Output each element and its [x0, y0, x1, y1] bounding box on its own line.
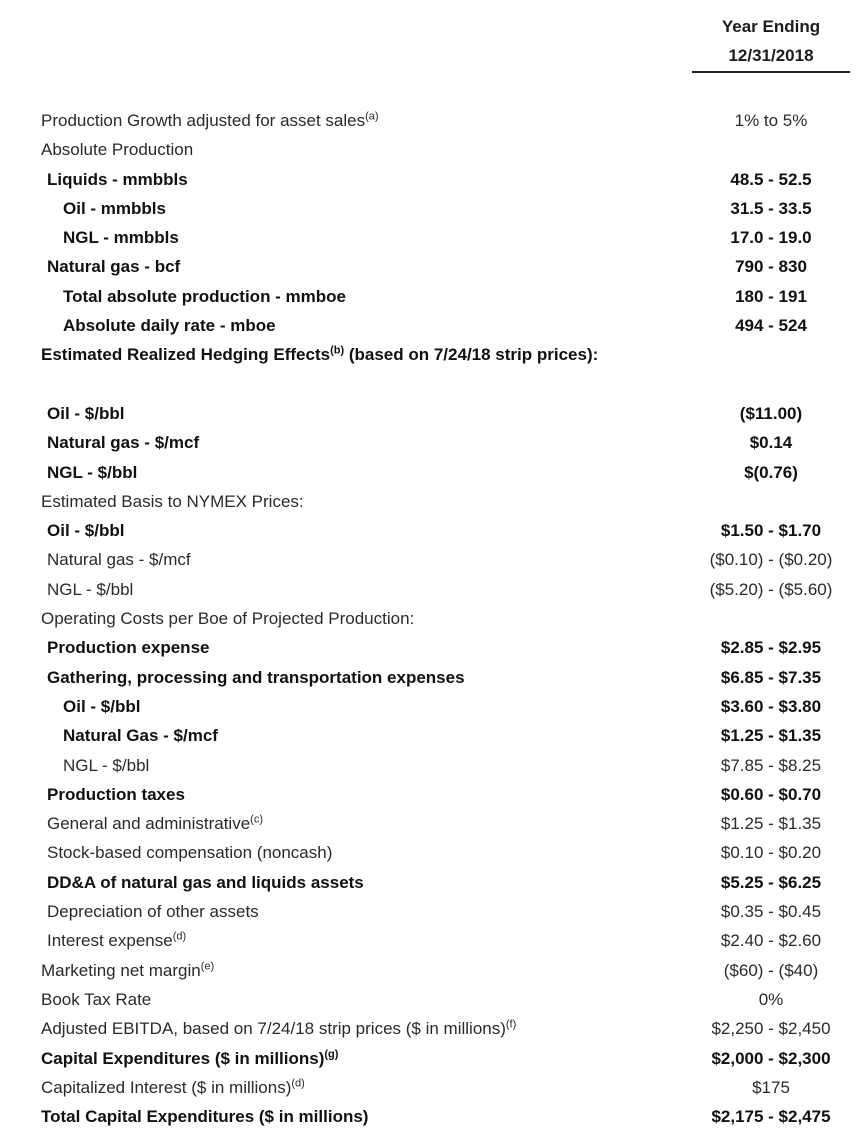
row-value: $0.10 - $0.20: [720, 843, 822, 863]
row-value: $7.85 - $8.25: [720, 755, 822, 775]
table-row: [0, 774, 865, 803]
row-value: 180 - 191: [735, 286, 807, 306]
table-row: [0, 979, 865, 1008]
footnote-marker: (b): [330, 344, 345, 357]
row-label: DD&A of natural gas and liquids assets: [47, 872, 364, 892]
column-header: [692, 12, 850, 70]
row-label: Production Growth adjusted for asset sales$^{(a)}$: [41, 110, 379, 130]
section-label: Absolute Production: [41, 140, 194, 160]
row-label: Natural Gas - $/mcf: [63, 726, 218, 746]
table-row: [0, 481, 865, 510]
footnote-marker: (e): [200, 959, 215, 972]
row-label: Total absolute production - mmboe: [63, 286, 347, 306]
row-label: Interest expense$^{(d)}$: [47, 930, 187, 951]
row-value: $175: [752, 1077, 790, 1097]
table-row: [0, 159, 865, 188]
table-row: [0, 393, 865, 422]
row-value: $0.35 - $0.45: [720, 902, 822, 922]
table-row: [0, 657, 865, 686]
row-value: $2,000 - $2,300: [711, 1048, 831, 1068]
table-row: [0, 862, 865, 891]
table-row: [0, 452, 865, 481]
row-label: Oil - $/bbl: [47, 403, 125, 423]
row-label: Oil - $/bbl: [47, 521, 125, 541]
row-label: Stock-based compensation (noncash): [47, 843, 333, 863]
table-row: [0, 129, 865, 158]
row-value: $3.60 - $3.80: [720, 696, 822, 716]
guidance-table: [0, 100, 865, 1125]
row-value: $1.25 - $1.35: [720, 814, 822, 834]
row-value: $2.85 - $2.95: [720, 638, 822, 658]
row-label: Production expense: [47, 638, 210, 658]
row-value: $5.25 - $6.25: [720, 872, 822, 892]
table-row: [0, 745, 865, 774]
footnote-marker: (f): [505, 1018, 517, 1031]
table-row: [0, 832, 865, 861]
table-row: [0, 422, 865, 451]
footnote-marker: (g): [324, 1047, 339, 1060]
table-row: [0, 100, 865, 129]
table-row: [0, 1067, 865, 1096]
section-label: Estimated Basis to NYMEX Prices:: [41, 491, 304, 511]
row-label: General and administrative$^{(c)}$: [47, 813, 263, 834]
table-row: [0, 334, 865, 393]
row-value: 790 - 830: [735, 257, 807, 277]
row-value: ($0.10) - ($0.20): [709, 550, 833, 570]
table-row: [0, 891, 865, 920]
row-label: Depreciation of other assets: [47, 902, 259, 922]
row-label: Total Capital Expenditures ($ in millions): [41, 1107, 369, 1127]
table-row: [0, 1038, 865, 1067]
row-value: $1.50 - $1.70: [720, 521, 822, 541]
row-value: 1% to 5%: [734, 111, 808, 130]
table-row: [0, 950, 865, 979]
row-value: $2,175 - $2,475: [711, 1107, 831, 1127]
table-row: [0, 920, 865, 949]
row-value: $0.14: [749, 433, 793, 453]
row-value: $1.25 - $1.35: [720, 726, 822, 746]
row-value: ($5.20) - ($5.60): [709, 579, 833, 599]
row-value: 0%: [758, 989, 784, 1009]
row-label: Natural gas - bcf: [47, 257, 181, 277]
row-value: 17.0 - 19.0: [730, 228, 812, 248]
row-value: ($11.00): [739, 403, 803, 423]
table-row: [0, 276, 865, 305]
table-row: [0, 686, 865, 715]
table-row: [0, 246, 865, 275]
table-row: [0, 510, 865, 539]
row-label: NGL - mmbbls: [63, 228, 179, 248]
row-value: ($60) - ($40): [723, 960, 819, 980]
column-header-line2: 12/31/2018: [728, 46, 814, 65]
column-header-line1: Year Ending: [721, 17, 821, 36]
row-label: Absolute daily rate - mboe: [63, 316, 276, 336]
row-value: $0.60 - $0.70: [720, 784, 822, 804]
row-label: Natural gas - $/mcf: [47, 550, 191, 570]
footnote-marker: (a): [365, 110, 379, 123]
row-label: Oil - mmbbls: [63, 198, 166, 218]
row-label: Book Tax Rate: [41, 989, 152, 1009]
table-row: [0, 217, 865, 246]
row-label: Capital Expenditures ($ in millions)$^{(g)}$: [41, 1047, 339, 1068]
table-row: [0, 803, 865, 832]
row-value: 494 - 524: [735, 316, 807, 336]
footnote-marker: (c): [250, 813, 263, 826]
row-value: 31.5 - 33.5: [730, 198, 812, 218]
row-value: $2,250 - $2,450: [711, 1019, 831, 1039]
row-value: $2.40 - $2.60: [720, 931, 822, 951]
table-row: [0, 1096, 865, 1125]
header-underline: [692, 71, 850, 73]
section-label: Estimated Realized Hedging Effects$^{(b)}$ (based on 7/24/18 strip prices):: [41, 344, 599, 365]
row-label: Marketing net margin$^{(e)}$: [41, 959, 215, 980]
table-row: [0, 569, 865, 598]
row-value: 48.5 - 52.5: [730, 169, 812, 189]
footnote-marker: (d): [291, 1077, 305, 1090]
footnote-marker: (d): [172, 930, 187, 943]
row-label: Adjusted EBITDA, based on 7/24/18 strip prices ($ in millions)$^{(f)}$: [41, 1018, 517, 1039]
row-label: Gathering, processing and transportation expenses: [47, 667, 465, 687]
row-label: NGL - $/bbl: [63, 755, 150, 775]
row-label: Liquids - mmbbls: [47, 169, 188, 189]
table-row: [0, 715, 865, 744]
row-value: $6.85 - $7.35: [720, 667, 822, 687]
table-row: [0, 188, 865, 217]
table-row: [0, 598, 865, 627]
row-label: Oil - $/bbl: [63, 696, 141, 716]
row-label: Production taxes: [47, 784, 185, 804]
table-row: [0, 627, 865, 656]
section-label: Operating Costs per Boe of Projected Production:: [41, 609, 415, 629]
row-label: NGL - $/bbl: [47, 462, 138, 482]
table-row: [0, 305, 865, 334]
row-label: Capitalized Interest ($ in millions)$^{(d)}$: [41, 1077, 305, 1097]
row-value: $(0.76): [744, 462, 798, 482]
table-row: [0, 1008, 865, 1037]
row-label: Natural gas - $/mcf: [47, 433, 200, 453]
row-label: NGL - $/bbl: [47, 579, 134, 599]
table-row: [0, 539, 865, 568]
